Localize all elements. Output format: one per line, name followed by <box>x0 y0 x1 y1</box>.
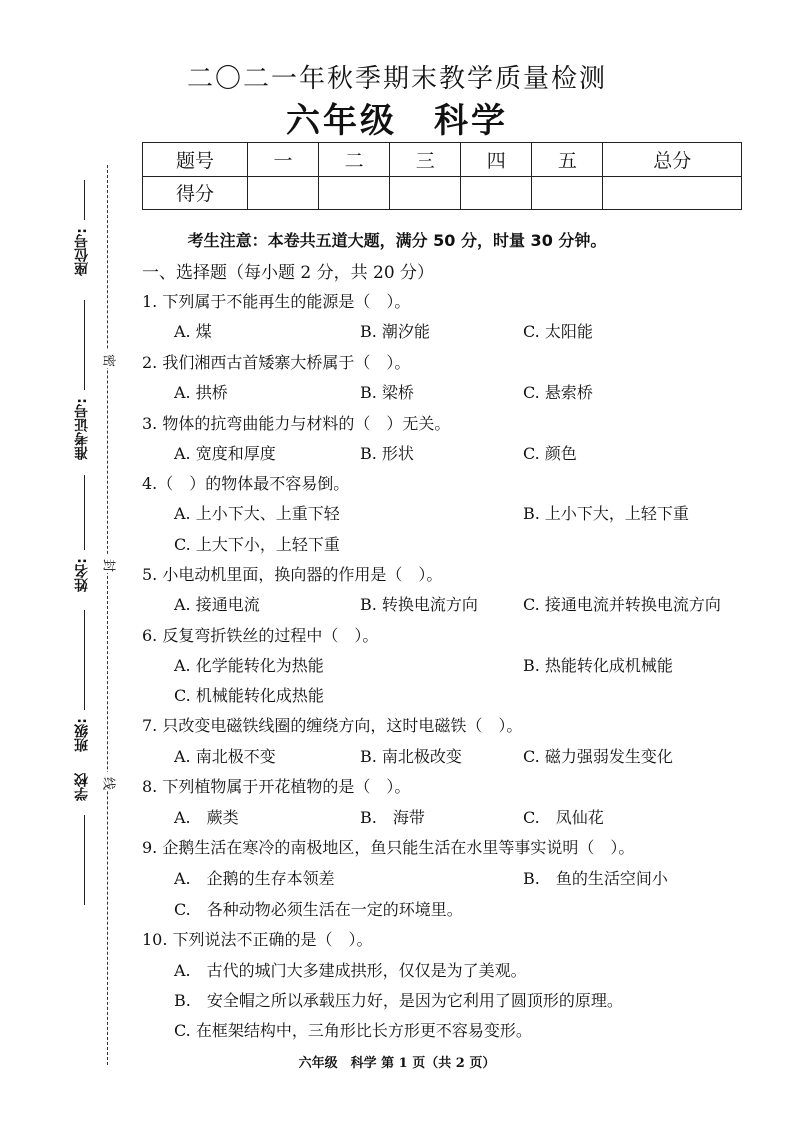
option-4b: B. 上小下大，上轻下重 <box>523 504 689 523</box>
class-label: 班级: <box>74 718 90 752</box>
option-5b: B. 转换电流方向 <box>360 595 478 614</box>
score-cell: 三 <box>390 143 461 177</box>
option-4a: A. 上小下大、上重下轻 <box>174 504 340 523</box>
question-5: 5. 小电动机里面，换向器的作用是（ ）。 <box>142 565 443 584</box>
option-2b: B. 梁桥 <box>360 383 414 402</box>
option-8b: B. 海带 <box>360 808 425 827</box>
option-7b: B. 南北极改变 <box>360 747 462 766</box>
option-7a: A. 南北极不变 <box>174 747 276 766</box>
question-10: 10. 下列说法不正确的是（ ）。 <box>142 930 373 949</box>
score-cell: 五 <box>532 143 603 177</box>
seat-number-label: 座位号: <box>74 228 90 276</box>
score-cell: 四 <box>461 143 532 177</box>
option-10c: C. 在框架结构中，三角形比长方形更不容易变形。 <box>174 1021 532 1040</box>
question-6: 6. 反复弯折铁丝的过程中（ ）。 <box>142 626 379 645</box>
exam-notice: 考生注意：本卷共五道大题，满分 50 分，时量 30 分钟。 <box>187 231 607 250</box>
option-10b: B. 安全帽之所以承载压力好，是因为它利用了圆顶形的原理。 <box>174 991 623 1010</box>
option-7c: C. 磁力强弱发生变化 <box>523 747 673 766</box>
option-2a: A. 拱桥 <box>174 383 228 402</box>
option-6c: C. 机械能转化成热能 <box>174 686 324 705</box>
option-10a: A. 古代的城门大多建成拱形，仅仅是为了美观。 <box>174 961 527 980</box>
score-blank[interactable] <box>319 176 390 210</box>
binding-line <box>84 815 85 905</box>
exam-title: 二〇二一年秋季期末教学质量检测 <box>186 64 607 94</box>
binding-line <box>84 300 85 390</box>
option-9b: B. 鱼的生活空间小 <box>523 869 668 888</box>
question-2: 2. 我们湘西古首矮寨大桥属于（ ）。 <box>142 353 411 372</box>
option-3a: A. 宽度和厚度 <box>174 444 276 463</box>
option-6b: B. 热能转化成机械能 <box>523 656 673 675</box>
score-cell: 得分 <box>143 176 248 210</box>
binding-line <box>84 475 85 550</box>
score-blank[interactable] <box>390 176 461 210</box>
exam-subtitle: 六年级 科学 <box>286 101 508 141</box>
seal-xian: 线 <box>103 774 116 789</box>
seal-mi: 密 <box>103 351 116 366</box>
question-3: 3. 物体的抗弯曲能力与材料的（ ）无关。 <box>142 414 451 433</box>
score-blank[interactable] <box>532 176 603 210</box>
option-6a: A. 化学能转化为热能 <box>174 656 324 675</box>
option-9a: A. 企鹅的生存本领差 <box>174 869 335 888</box>
option-4c: C. 上大下小，上轻下重 <box>174 535 340 554</box>
score-cell: 二 <box>319 143 390 177</box>
question-1: 1. 下列属于不能再生的能源是（ ）。 <box>142 292 411 311</box>
score-table-header-row <box>143 143 742 177</box>
section-heading: 一、选择题（每小题 2 分，共 20 分） <box>142 263 435 283</box>
score-table <box>142 142 742 210</box>
score-cell: 题号 <box>143 143 248 177</box>
score-blank[interactable] <box>248 176 319 210</box>
binding-line <box>84 610 85 710</box>
seal-feng: 封 <box>103 556 116 571</box>
score-cell: 一 <box>248 143 319 177</box>
option-2c: C. 悬索桥 <box>523 383 593 402</box>
binding-line <box>84 180 85 220</box>
question-4: 4.（ ）的物体最不容易倒。 <box>142 474 350 493</box>
option-8a: A. 蕨类 <box>174 808 239 827</box>
option-5a: A. 接通电流 <box>174 595 260 614</box>
question-9: 9. 企鹅生活在寒冷的南极地区，鱼只能生活在水里等事实说明（ ）。 <box>142 838 635 857</box>
school-label: 学校 <box>74 773 90 801</box>
seal-dashed-line <box>107 165 108 1065</box>
score-blank[interactable] <box>603 176 742 210</box>
question-7: 7. 只改变电磁铁线圈的缠绕方向，这时电磁铁（ ）。 <box>142 716 523 735</box>
option-9c: C. 各种动物必须生活在一定的环境里。 <box>174 900 463 919</box>
option-1a: A. 煤 <box>174 322 212 341</box>
score-blank[interactable] <box>461 176 532 210</box>
option-3b: B. 形状 <box>360 444 414 463</box>
option-5c: C. 接通电流并转换电流方向 <box>523 595 721 614</box>
option-3c: C. 颜色 <box>523 444 577 463</box>
score-table-score-row <box>143 176 742 210</box>
question-8: 8. 下列植物属于开花植物的是（ ）。 <box>142 777 411 796</box>
exam-id-label: 准考证号: <box>74 398 90 460</box>
option-1c: C. 太阳能 <box>523 322 593 341</box>
option-1b: B. 潮汐能 <box>360 322 430 341</box>
option-8c: C. 凤仙花 <box>523 808 604 827</box>
score-cell: 总分 <box>603 143 742 177</box>
name-label: 姓名: <box>74 558 90 592</box>
page-footer: 六年级 科学 第 1 页（共 2 页） <box>298 1056 496 1071</box>
